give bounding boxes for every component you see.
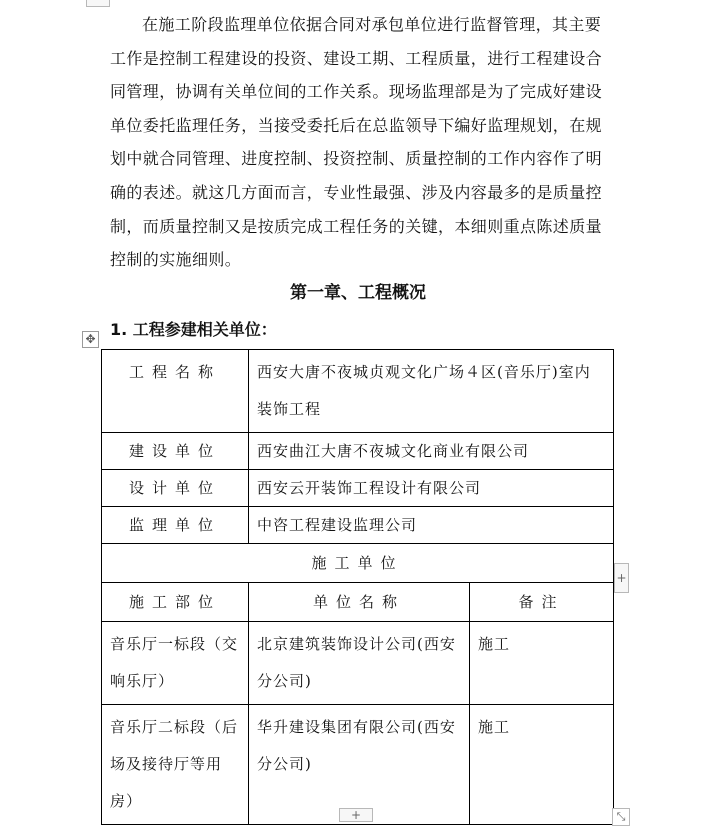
- row-company: 华升建设集团有限公司(西安分公司): [249, 705, 470, 825]
- add-column-right-button[interactable]: +: [614, 563, 629, 593]
- table-row: [102, 622, 614, 705]
- row-part: 音乐厅一标段（交响乐厅）: [102, 622, 249, 705]
- table-row: [102, 433, 614, 470]
- builder-value: 西安曲江大唐不夜城文化商业有限公司: [249, 433, 614, 470]
- project-name-value: 西安大唐不夜城贞观文化广场４区(音乐厅)室内装饰工程: [249, 350, 614, 433]
- top-margin-handle[interactable]: [86, 0, 110, 7]
- paragraph-line: 在施工阶段监理单位依据合同对承包单位进行监督管理，其主要: [142, 15, 602, 34]
- intro-paragraph: [110, 8, 606, 277]
- col-header-note: 备注: [470, 583, 614, 622]
- supervisor-value: 中咨工程建设监理公司: [249, 507, 614, 544]
- table-move-icon[interactable]: ✥: [82, 331, 99, 348]
- paragraph-line: 控制的实施细则。: [110, 250, 242, 270]
- col-header-company: 单位名称: [249, 583, 470, 622]
- row-note: 施工: [470, 705, 614, 825]
- participants-table: [101, 349, 614, 825]
- chapter-title: 第一章、工程概况: [290, 283, 426, 303]
- table-row: [102, 470, 614, 507]
- section-title: 1. 工程参建相关单位：: [110, 320, 277, 339]
- col-header-part: 施工部位: [102, 583, 249, 622]
- paragraph-line: 制，而质量控制又是按质完成工程任务的关键，本细则重点陈述质量: [110, 216, 603, 236]
- designer-value: 西安云开装饰工程设计有限公司: [249, 470, 614, 507]
- table-row: [102, 583, 614, 622]
- paragraph-line: 划中就合同管理、进度控制、投资控制、质量控制的工作内容作了明: [110, 149, 603, 169]
- paragraph-line: 单位委托监理任务，当接受委托后在总监领导下编好监理规划，在规: [110, 115, 603, 135]
- row-part: 音乐厅二标段（后场及接待厅等用房）: [102, 705, 249, 825]
- paragraph-line: 确的表述。就这几方面而言，专业性最强、涉及内容最多的是质量控: [110, 182, 603, 202]
- table-resize-icon[interactable]: ⤡: [612, 808, 630, 826]
- project-name-label: 工程名称: [102, 350, 249, 433]
- designer-label: 设计单位: [102, 470, 249, 507]
- table-row: [102, 705, 614, 825]
- row-company: 北京建筑装饰设计公司(西安分公司): [249, 622, 470, 705]
- table-row: [102, 544, 614, 583]
- contractor-header: 施工单位: [102, 544, 614, 583]
- paragraph-line: 工作是控制工程建设的投资、建设工期、工程质量，进行工程建设合: [110, 48, 603, 68]
- supervisor-label: 监理单位: [102, 507, 249, 544]
- row-note: 施工: [470, 622, 614, 705]
- builder-label: 建设单位: [102, 433, 249, 470]
- table-row: [102, 507, 614, 544]
- table-row: [102, 350, 614, 433]
- paragraph-line: 同管理，协调有关单位间的工作关系。现场监理部是为了完成好建设: [110, 82, 603, 102]
- add-row-below-button[interactable]: +: [339, 808, 373, 822]
